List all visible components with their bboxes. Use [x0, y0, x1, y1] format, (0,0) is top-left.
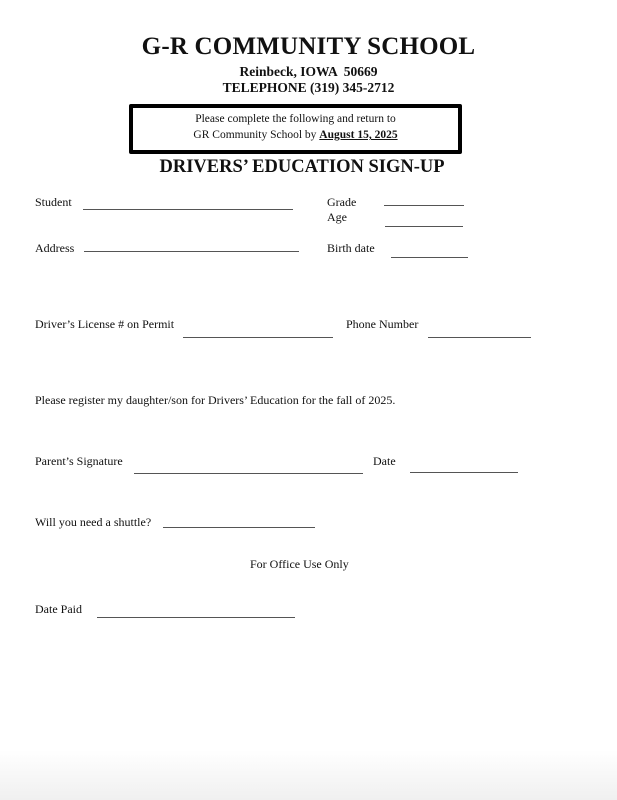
birth-date-field[interactable] — [391, 257, 468, 258]
return-notice-box — [129, 104, 462, 154]
date-field[interactable] — [410, 472, 518, 473]
school-telephone: TELEPHONE (319) 345-2712 — [222, 80, 395, 95]
phone-field[interactable] — [428, 337, 531, 338]
license-field[interactable] — [183, 337, 333, 338]
school-location: Reinbeck, IOWA 50669 — [239, 64, 378, 79]
grade-field[interactable] — [384, 205, 464, 206]
parent-signature-field[interactable] — [134, 473, 363, 474]
notice-prefix: GR Community School by — [193, 129, 320, 141]
shuttle-label: Will you need a shuttle? — [35, 515, 152, 529]
age-field[interactable] — [385, 226, 463, 227]
student-label: Student — [35, 195, 72, 209]
notice-line-2 — [133, 127, 458, 143]
date-label: Date — [373, 454, 396, 468]
office-use-heading: For Office Use Only — [250, 557, 349, 571]
school-name: G-R COMMUNITY SCHOOL — [141, 33, 476, 60]
parent-signature-label: Parent’s Signature — [35, 454, 123, 468]
phone-label: Phone Number — [346, 317, 419, 331]
date-paid-label: Date Paid — [35, 602, 82, 616]
address-field[interactable] — [84, 251, 299, 252]
shuttle-field[interactable] — [163, 527, 315, 528]
page-bottom-shadow — [0, 750, 617, 800]
grade-label: Grade — [327, 195, 357, 209]
license-label: Driver’s License # on Permit — [35, 317, 175, 331]
form-title: DRIVERS’ EDUCATION SIGN-UP — [159, 157, 445, 177]
birth-date-label: Birth date — [327, 241, 375, 255]
date-paid-field[interactable] — [97, 617, 295, 618]
student-field[interactable] — [83, 209, 293, 210]
age-label: Age — [327, 210, 347, 224]
notice-line-1: Please complete the following and return to — [195, 113, 396, 125]
deadline-date: August 15, 2025 — [319, 129, 398, 141]
registration-statement: Please register my daughter/son for Drivers’ Education for the fall of 2025. — [35, 393, 396, 407]
address-label: Address — [35, 241, 75, 255]
